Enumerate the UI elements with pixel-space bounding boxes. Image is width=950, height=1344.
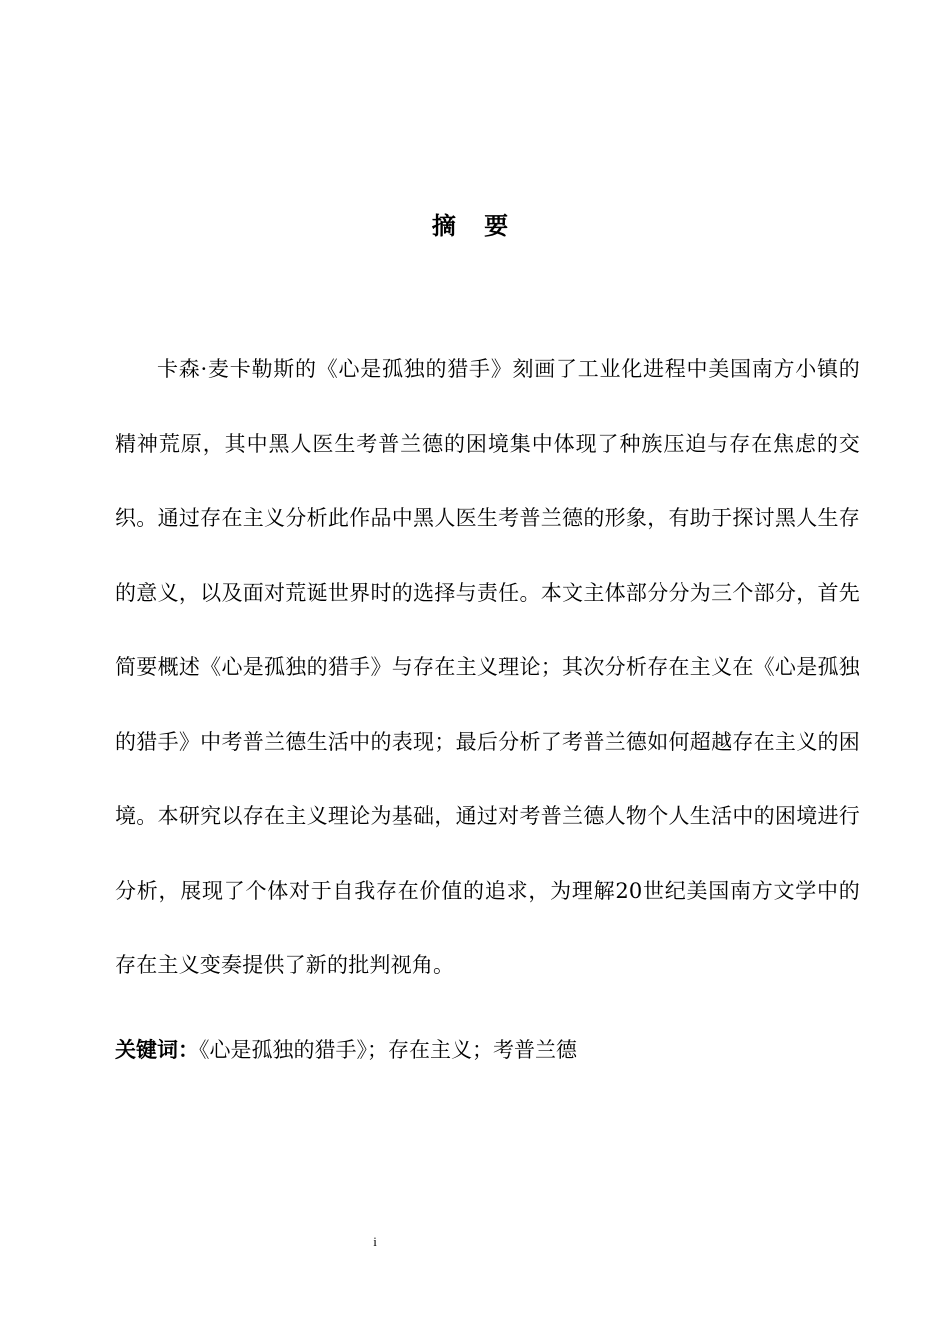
keywords-line	[115, 1030, 860, 1070]
page-number: i	[373, 1234, 377, 1249]
keywords-label: 关键词：	[115, 1038, 199, 1062]
abstract-body: 卡森·麦卡勒斯的《心是孤独的猎手》刻画了工业化进程中美国南方小镇的精神荒原，其中黑人医生考普兰德的困境集中体现了种族压迫与存在焦虑的交织。通过存在主义分析此作品中黑人医生考普兰德的形象，有助于探讨黑人生存的意义，以及面对荒诞世界时的选择与责任。本文主体部分分为三个部分，首先简要概述《心是孤独的猎手》与存在主义理论；其次分析存在主义在《心是孤独的猎手》中考普兰德生活中的表现；最后分析了考普兰德如何超越存在主义的困境。本研究以存在主义理论为基础，通过对考普兰德人物个人生活中的困境进行分析，展现了个体对于自我存在价值的追求，为理解20世纪美国南方文学中的存在主义变奏提供了新的批判视角。	[115, 357, 860, 977]
keywords-text: 《心是孤独的猎手》；存在主义；考普兰德	[199, 1038, 577, 1062]
abstract-title: 摘 要	[431, 212, 519, 240]
